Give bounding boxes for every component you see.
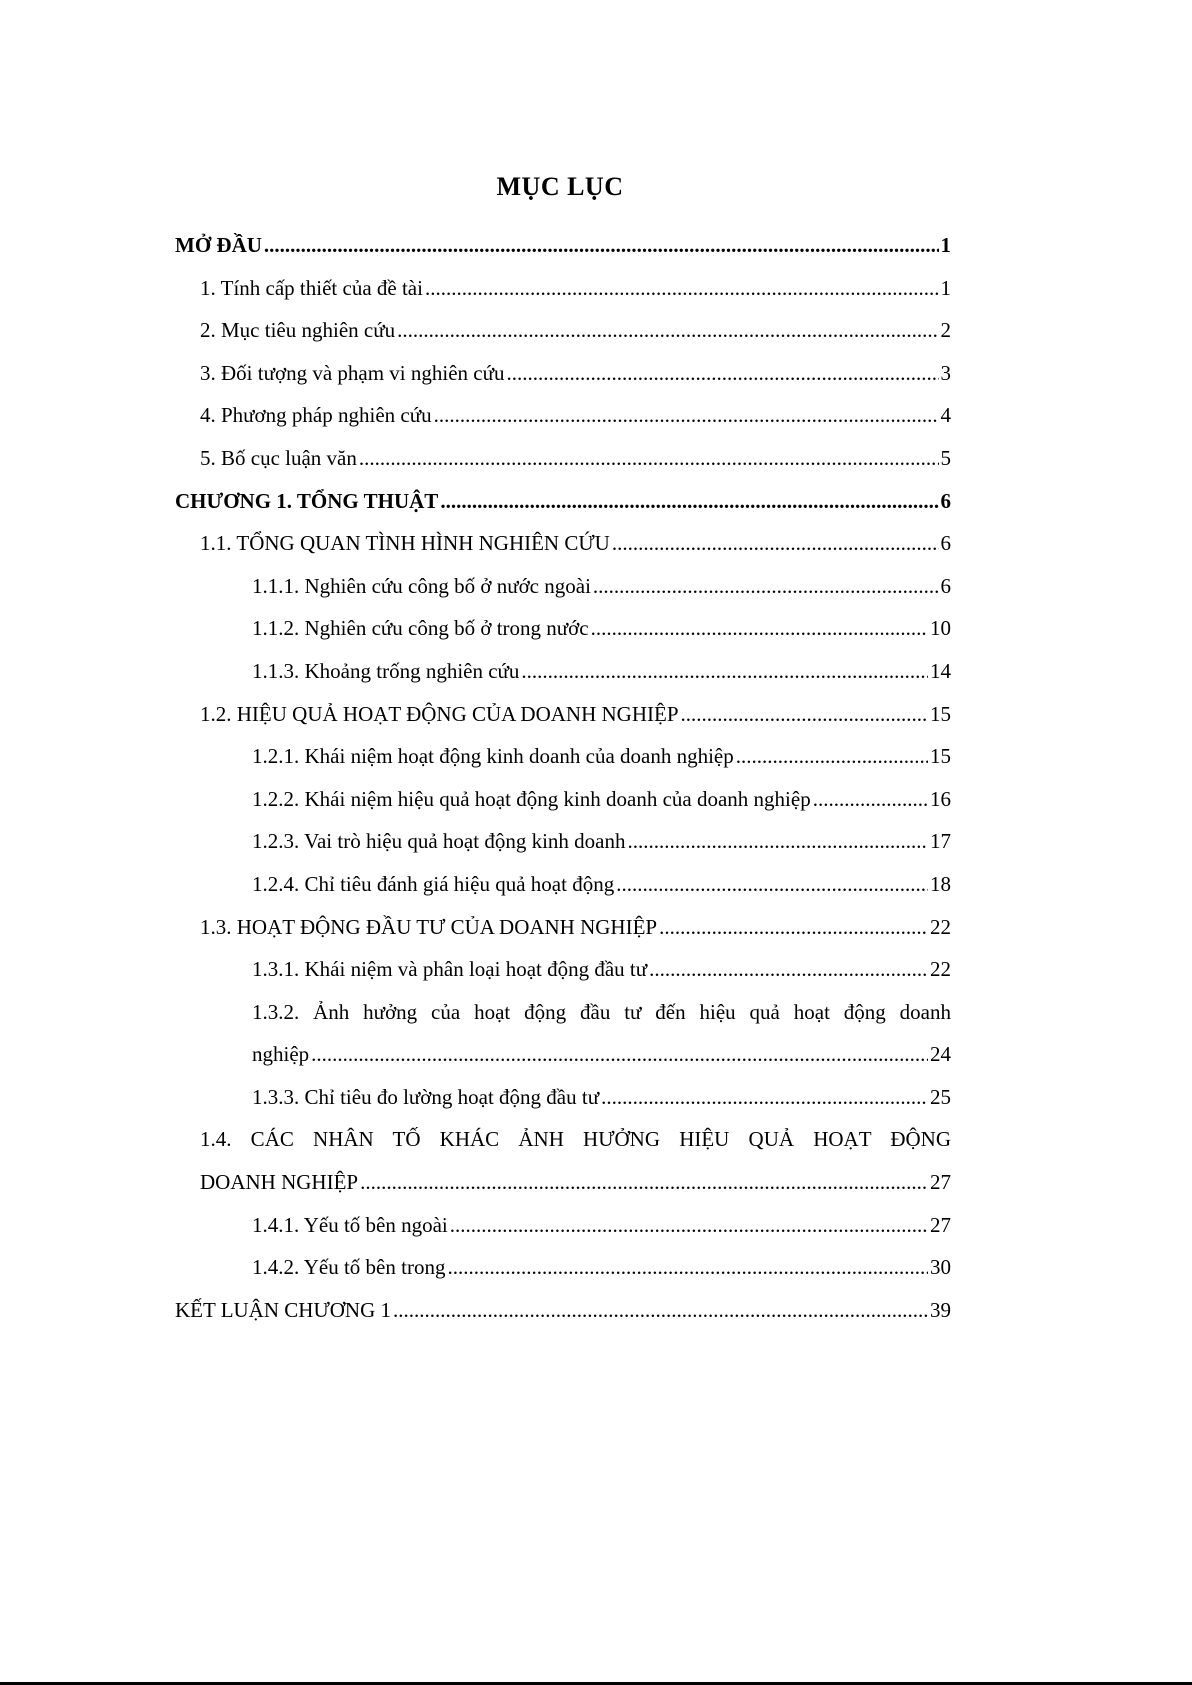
toc-entry-page-number: 18: [930, 871, 951, 896]
dot-leader: [612, 522, 939, 565]
dot-leader: [521, 650, 928, 693]
toc-entry-title: 1.2.4. Chỉ tiêu đánh giá hiệu quả hoạt động: [252, 871, 615, 896]
toc-entry[interactable]: [175, 522, 951, 565]
toc-entry-title: 1.3.1. Khái niệm và phân loại hoạt động đầu tư: [252, 957, 648, 982]
toc-entry-title: 1.2.2. Khái niệm hiệu quả hoạt động kinh doanh của doanh nghiệp: [252, 786, 811, 811]
toc-entry[interactable]: [175, 1076, 951, 1119]
toc-entry-page-number: 22: [930, 914, 951, 939]
toc-entry-title: 4. Phương pháp nghiên cứu: [200, 403, 432, 428]
toc-entry[interactable]: [175, 607, 951, 650]
toc-entry[interactable]: [175, 948, 951, 991]
toc-entry-page-number: 5: [940, 445, 951, 470]
dot-leader: [591, 607, 928, 650]
toc-entry[interactable]: [175, 309, 951, 352]
toc-entry[interactable]: [175, 1161, 951, 1204]
toc-entry-page-number: 1: [940, 233, 951, 257]
toc-entry-title: 1.1.2. Nghiên cứu công bố ở trong nước: [252, 616, 589, 641]
dot-leader: [649, 948, 928, 991]
toc-entry-page-number: 4: [940, 403, 951, 428]
toc-entry[interactable]: [175, 224, 951, 267]
toc-entry-title: KẾT LUẬN CHƯƠNG 1: [175, 1297, 391, 1322]
toc-entry-page-number: 6: [940, 531, 951, 556]
toc-entry-page-number: 6: [940, 488, 951, 513]
toc-entry[interactable]: [175, 437, 951, 480]
toc-entry[interactable]: [175, 267, 951, 310]
toc-entry-title: MỞ ĐẦU: [175, 233, 262, 257]
toc-entry[interactable]: [175, 565, 951, 608]
dot-leader: [440, 480, 938, 523]
toc-entry-page-number: 15: [930, 744, 951, 769]
dot-leader: [507, 352, 939, 395]
dot-leader: [736, 735, 928, 778]
dot-leader: [813, 778, 928, 821]
toc-entry-page-number: 22: [930, 957, 951, 982]
dot-leader: [425, 267, 939, 310]
toc-entry-title: 1.4.1. Yếu tố bên ngoài: [252, 1212, 448, 1237]
toc-entry-page-number: 1: [940, 275, 951, 300]
toc-entry-title: 1.2.3. Vai trò hiệu quả hoạt động kinh doanh: [252, 829, 626, 854]
dot-leader: [601, 1076, 928, 1119]
toc-entry-title: 1.3.3. Chỉ tiêu đo lường hoạt động đầu tư: [252, 1084, 600, 1109]
toc-entry-title: nghiệp: [252, 1042, 310, 1067]
toc-entry-page-number: 17: [930, 829, 951, 854]
toc-entry-page-number: 27: [930, 1170, 951, 1195]
toc-entry[interactable]: [175, 778, 951, 821]
toc-entry[interactable]: [175, 650, 951, 693]
dot-leader: [359, 437, 939, 480]
dot-leader: [627, 820, 928, 863]
dot-leader: [450, 1204, 928, 1247]
toc-entry[interactable]: [175, 1289, 951, 1332]
toc-entry-page-number: 2: [940, 318, 951, 343]
toc-entry-title: 1.1.3. Khoảng trống nghiên cứu: [252, 658, 520, 683]
toc-entry-title: 1. Tính cấp thiết của đề tài: [200, 275, 423, 300]
toc-entry-title: 1.3. HOẠT ĐỘNG ĐẦU TƯ CỦA DOANH NGHIỆP: [200, 914, 658, 939]
table-of-contents: [175, 224, 951, 1331]
toc-entry[interactable]: [175, 1246, 951, 1289]
toc-entry-title: 1.1.1. Nghiên cứu công bố ở nước ngoài: [252, 573, 591, 598]
dot-leader: [434, 394, 939, 437]
toc-entry[interactable]: [175, 1118, 951, 1161]
dot-leader: [393, 1289, 928, 1332]
toc-entry[interactable]: [175, 906, 951, 949]
toc-entry-title: 2. Mục tiêu nghiên cứu: [200, 318, 396, 343]
toc-entry-title: 1.2. HIỆU QUẢ HOẠT ĐỘNG CỦA DOANH NGHIỆP: [200, 701, 679, 726]
toc-entry-page-number: 27: [930, 1212, 951, 1237]
toc-entry[interactable]: [175, 1204, 951, 1247]
toc-entry-title: 5. Bố cục luận văn: [200, 445, 357, 470]
toc-entry-page-number: 25: [930, 1084, 951, 1109]
dot-leader: [397, 309, 938, 352]
toc-entry-title: 1.4. CÁC NHÂN TỐ KHÁC ẢNH HƯỞNG HIỆU QUẢ HOẠT ĐỘNG: [200, 1127, 951, 1152]
toc-entry-page-number: 30: [930, 1255, 951, 1280]
toc-entry-page-number: 24: [930, 1042, 951, 1067]
dot-leader: [447, 1246, 928, 1289]
toc-entry-title: CHƯƠNG 1. TỔNG THUẬT: [175, 488, 439, 513]
dot-leader: [311, 1033, 928, 1076]
toc-entry-title: 3. Đối tượng và phạm vi nghiên cứu: [200, 360, 505, 385]
toc-entry-title: 1.1. TỔNG QUAN TÌNH HÌNH NGHIÊN CỨU: [200, 531, 610, 556]
toc-entry[interactable]: [175, 394, 951, 437]
toc-entry[interactable]: [175, 991, 951, 1034]
dot-leader: [616, 863, 928, 906]
toc-entry-page-number: 16: [930, 786, 951, 811]
toc-entry[interactable]: [175, 820, 951, 863]
toc-entry-page-number: 6: [940, 573, 951, 598]
dot-leader: [360, 1161, 928, 1204]
toc-entry-title: DOANH NGHIỆP: [200, 1170, 359, 1195]
dot-leader: [681, 693, 928, 736]
toc-entry-title: 1.3.2. Ảnh hưởng của hoạt động đầu tư đến hiệu quả hoạt động doanh: [252, 999, 951, 1024]
toc-entry-title: 1.4.2. Yếu tố bên trong: [252, 1255, 446, 1280]
toc-entry[interactable]: [175, 352, 951, 395]
toc-entry-title: 1.2.1. Khái niệm hoạt động kinh doanh của doanh nghiệp: [252, 744, 734, 769]
toc-entry[interactable]: [175, 735, 951, 778]
dot-leader: [593, 565, 939, 608]
dot-leader: [264, 224, 939, 267]
toc-entry-page-number: 10: [930, 616, 951, 641]
toc-entry-page-number: 15: [930, 701, 951, 726]
dot-leader: [659, 906, 928, 949]
toc-entry[interactable]: [175, 480, 951, 523]
toc-entry[interactable]: [175, 1033, 951, 1076]
page-title: MỤC LỤC: [496, 172, 624, 201]
toc-entry[interactable]: [175, 693, 951, 736]
toc-entry[interactable]: [175, 863, 951, 906]
toc-entry-page-number: 3: [940, 360, 951, 385]
toc-entry-page-number: 14: [930, 658, 951, 683]
toc-entry-page-number: 39: [930, 1297, 951, 1322]
